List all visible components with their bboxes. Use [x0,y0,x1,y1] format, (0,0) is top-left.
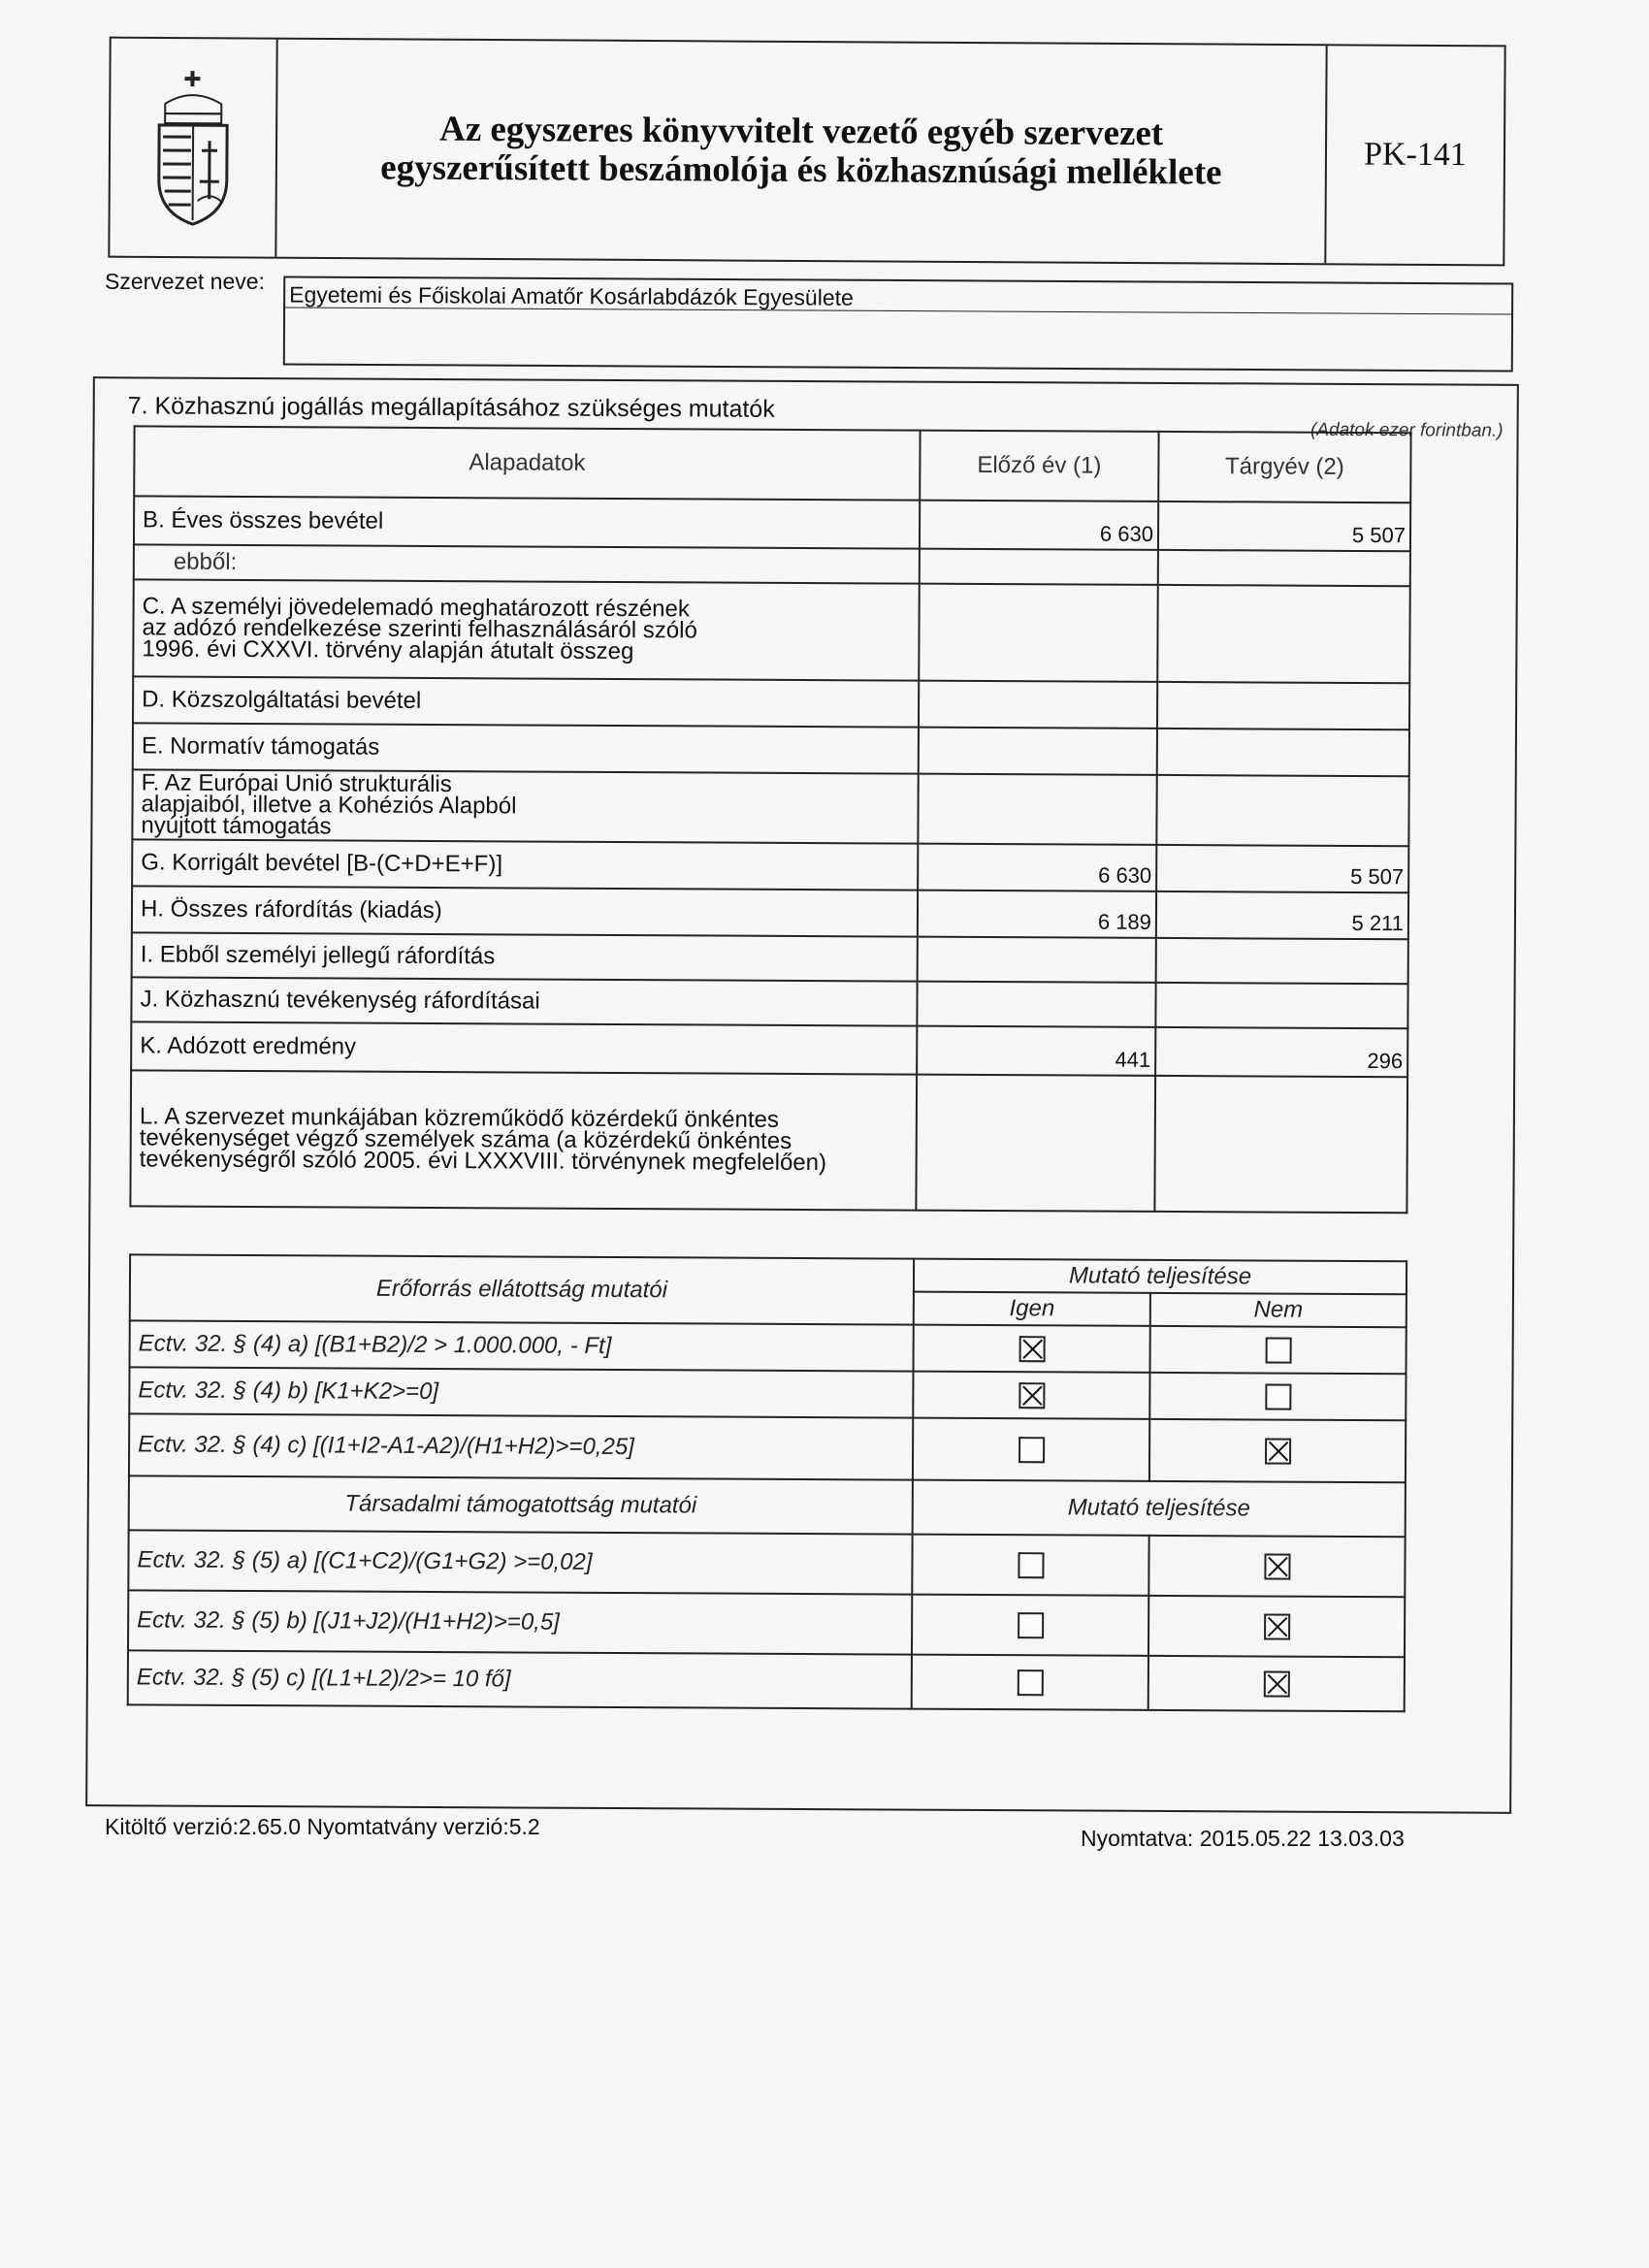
row-label: D. Közszolgáltatási bevétel [133,676,919,727]
table-row [134,496,1410,551]
row-label: C. A személyi jövedelemadó meghatározott részének az adózó rendelkezése szerinti felhasználásáról szóló 1996. évi CXXVI. törvény alapján átutalt összeg [133,579,920,680]
prev-year-value[interactable] [919,681,1157,729]
indicator-label: Ectv. 32. § (4) c) [(I1+I2-A1-A2)/(H1+H2)>=0,25] [129,1413,913,1479]
table-row [132,932,1408,984]
header-current-year: Tárgyév (2) [1158,432,1410,502]
row-label: L. A szervezet munkájában közreműködő közérdekű önkéntes tevékenységet végző személyek száma (a közérdekű önkéntes tevékenységről szóló 2005. évi LXXXVIII. törvénynek megfelelően) [130,1070,917,1210]
current-year-value[interactable] [1157,682,1409,729]
form-header [108,37,1505,267]
social-header-row [129,1475,1406,1537]
form-code: PK-141 [1324,46,1504,264]
row-label: I. Ebből személyi jellegű ráfordítás [132,932,918,981]
basic-data-table [129,425,1411,1214]
yes-checkbox[interactable] [1018,1437,1045,1463]
section-title: 7. Közhasznú jogállás megállapításához szükséges mutatók [127,392,775,423]
current-year-value[interactable] [1154,1076,1407,1213]
current-year-value[interactable]: 5 507 [1156,845,1408,892]
indicators-table [127,1253,1407,1712]
prev-year-value[interactable] [916,1075,1155,1212]
prev-year-value[interactable] [917,982,1155,1027]
row-label: H. Összes ráfordítás (kiadás) [132,886,918,936]
row-label: E. Normatív támogatás [133,723,919,773]
table-row [128,1530,1405,1597]
indicator-label: Ectv. 32. § (5) a) [(C1+C2)/(G1+G2) >=0,02] [128,1530,912,1594]
yes-checkbox[interactable] [1018,1382,1045,1409]
prev-year-value[interactable] [918,774,1156,845]
fulfilment-header: Mutató teljesítése [913,1480,1406,1538]
table-row [132,886,1408,939]
table-row [128,1650,1405,1711]
organization-name-value: Egyetemi és Főiskolai Amatőr Kosárlabdázók Egyesülete [289,281,854,310]
table-row [129,1367,1406,1420]
indicator-label: Ectv. 32. § (5) c) [(L1+L2)/2>= 10 fő] [128,1650,912,1708]
table-row [133,579,1410,683]
indicator-label: Ectv. 32. § (4) b) [K1+K2>=0] [129,1367,913,1417]
organization-label: Szervezet neve: [105,269,265,294]
prev-year-value[interactable]: 6 630 [918,844,1156,891]
social-indicators-title: Társadalmi támogatottság mutatói [129,1475,913,1534]
no-checkbox[interactable] [1264,1553,1290,1579]
row-label: F. Az Európai Unió strukturális alapjaiból, illetve a Kohéziós Alapból nyújtott támogatás [132,769,918,843]
table-row [131,1021,1407,1077]
prev-year-value[interactable]: 6 630 [920,501,1158,550]
no-checkbox[interactable] [1263,1670,1289,1697]
form-title-line1: Az egyszeres könyvvitelt vezető egyéb szervezet [438,109,1164,154]
indicator-label: Ectv. 32. § (5) b) [(J1+J2)/(H1+H2)>=0,5] [128,1590,912,1654]
version-info: Kitöltő verzió:2.65.0 Nyomtatvány verzió:5.2 [105,1814,540,1839]
resource-indicators-title: Erőforrás ellátottság mutatói [130,1254,914,1324]
printed-timestamp: Nyomtatva: 2015.05.22 13.03.03 [1081,1826,1405,1851]
table-row [132,769,1408,846]
row-label: J. Közhasznú tevékenység ráfordításai [131,977,917,1025]
form-title-line2: egyszerűsített beszámolója és közhasznúsági melléklete [380,147,1222,193]
yes-header: Igen [914,1292,1150,1326]
yes-checkbox[interactable] [1018,1336,1045,1362]
table-row [129,1413,1406,1482]
row-label: K. Adózott eredmény [131,1021,917,1074]
table-row [133,676,1409,729]
header-previous-year: Előző év (1) [920,431,1158,502]
indicator-label: Ectv. 32. § (4) a) [(B1+B2)/2 > 1.000.000, - Ft] [130,1320,914,1371]
row-label: G. Korrigált bevétel [B-(C+D+E+F)] [132,839,918,890]
prev-year-value[interactable] [920,549,1158,585]
prev-year-value[interactable] [919,584,1158,682]
current-year-value[interactable]: 5 507 [1158,502,1410,551]
yes-checkbox[interactable] [1018,1612,1044,1638]
no-checkbox[interactable] [1264,1613,1290,1639]
table-row [130,1070,1407,1213]
prev-year-value[interactable] [918,937,1156,983]
table-row [128,1590,1405,1657]
table-header-row [134,426,1410,502]
current-year-value[interactable] [1157,729,1409,776]
current-year-value[interactable] [1156,938,1408,984]
row-label: ebből: [134,544,920,583]
table-row [132,839,1408,892]
no-checkbox[interactable] [1265,1337,1291,1363]
table-row [133,723,1409,776]
no-checkbox[interactable] [1265,1383,1291,1409]
table-row [130,1320,1406,1374]
hungarian-coat-of-arms-icon [110,39,277,257]
units-note: (Adatok ezer forintban.) [1310,419,1504,441]
prev-year-value[interactable]: 6 189 [918,891,1156,938]
form-title [276,40,1325,264]
current-year-value[interactable] [1156,775,1408,846]
resource-header-row [130,1254,1406,1294]
current-year-value[interactable] [1155,983,1407,1028]
current-year-value[interactable]: 5 211 [1156,891,1408,939]
table-row [131,977,1407,1028]
prev-year-value[interactable] [919,728,1157,775]
indicators-section [85,376,1519,1814]
no-checkbox[interactable] [1265,1438,1291,1464]
header-basic-data: Alapadatok [134,426,920,500]
no-header: Nem [1150,1293,1406,1327]
organization-name-field[interactable] [283,275,1513,372]
row-label: B. Éves összes bevétel [134,496,920,548]
yes-checkbox[interactable] [1017,1669,1043,1696]
current-year-value[interactable]: 296 [1155,1027,1407,1077]
current-year-value[interactable] [1157,585,1410,683]
fulfilment-header: Mutató teljesítése [914,1259,1406,1295]
yes-checkbox[interactable] [1018,1552,1044,1578]
prev-year-value[interactable]: 441 [917,1026,1155,1076]
current-year-value[interactable] [1158,550,1410,586]
